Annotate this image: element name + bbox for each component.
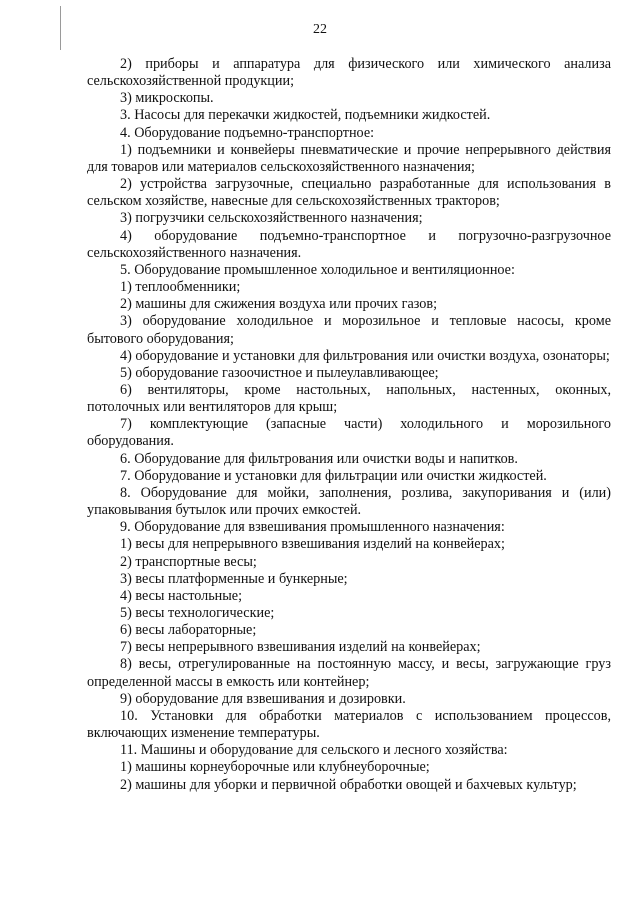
paragraph: 5) оборудование газоочистное и пылеулавливающее;	[120, 364, 439, 381]
paragraph: 4) оборудование и установки для фильтрования или очистки воздуха, озонаторы;	[120, 347, 610, 364]
paragraph: 5) весы технологические;	[120, 605, 275, 621]
paragraph: 3) микроскопы.	[120, 90, 214, 107]
paragraph: 11. Машины и оборудование для сельского и лесного хозяйства:	[120, 742, 508, 759]
paragraph: 8. Оборудование для мойки, заполнения, розлива, закупоривания и (или) упаковывания бутылок или прочих емкостей.	[87, 484, 611, 519]
paragraph: 1) подъемники и конвейеры пневматические и прочие непрерывного действия для товаров или материалов сельскохозяйственного назначения;	[87, 141, 611, 175]
paragraph: 4. Оборудование подъемно-транспортное:	[120, 124, 375, 141]
paragraph: 3. Насосы для перекачки жидкостей, подъемники жидкостей.	[120, 107, 491, 124]
paragraph: 3) оборудование холодильное и морозильное и тепловые насосы, кроме бытового оборудования;	[87, 313, 611, 347]
paragraph: 10. Установки для обработки материалов с использованием процессов, включающих изменение температуры.	[87, 707, 611, 742]
paragraph: 2) устройства загрузочные, специально разработанные для использования в сельском хозяйстве, навесные для сельскохозяйственных тракторов;	[87, 176, 611, 210]
paragraph: 6) вентиляторы, кроме настольных, напольных, настенных, оконных, потолочных или вентиляторов для крыш;	[87, 381, 611, 416]
paragraph: 4) оборудование подъемно-транспортное и погрузочно-разгрузочное сельскохозяйственного назначения.	[87, 227, 611, 261]
paragraph: 2) машины для уборки и первичной обработки овощей и бахчевых культур;	[120, 776, 577, 793]
paragraph: 1) весы для непрерывного взвешивания изделий на конвейерах;	[120, 536, 505, 553]
paragraph: 3) весы платформенные и бункерные;	[120, 570, 348, 587]
page-number: 22	[313, 22, 327, 37]
paragraph: 9) оборудование для взвешивания и дозировки.	[120, 690, 406, 707]
paragraph: 3) погрузчики сельскохозяйственного назначения;	[120, 210, 423, 227]
paragraph: 7) весы непрерывного взвешивания изделий на конвейерах;	[120, 639, 481, 656]
paragraph: 1) машины корнеуборочные или клубнеуборочные;	[120, 759, 430, 776]
paragraph: 7) комплектующие (запасные части) холодильного и морозильного оборудования.	[87, 416, 611, 450]
paragraph: 2) машины для сжижения воздуха или прочих газов;	[120, 296, 438, 313]
paragraph: 6. Оборудование для фильтрования или очистки воды и напитков.	[120, 450, 518, 467]
paragraph: 9. Оборудование для взвешивания промышленного назначения:	[120, 519, 505, 536]
document-body	[87, 56, 611, 794]
paragraph: 5. Оборудование промышленное холодильное и вентиляционное:	[120, 261, 515, 278]
paragraph: 7. Оборудование и установки для фильтрации или очистки жидкостей.	[120, 467, 547, 484]
paragraph: 1) теплообменники;	[120, 279, 241, 296]
paragraph: 2) транспортные весы;	[120, 553, 257, 570]
paragraph: 4) весы настольные;	[120, 587, 243, 604]
paragraph: 8) весы, отрегулированные на постоянную массу, и весы, загружающие груз определенной массы в емкость или контейнер;	[87, 656, 611, 690]
paragraph: 2) приборы и аппаратура для физического или химического анализа сельскохозяйственной продукции;	[87, 56, 611, 90]
paragraph: 6) весы лабораторные;	[120, 622, 257, 639]
